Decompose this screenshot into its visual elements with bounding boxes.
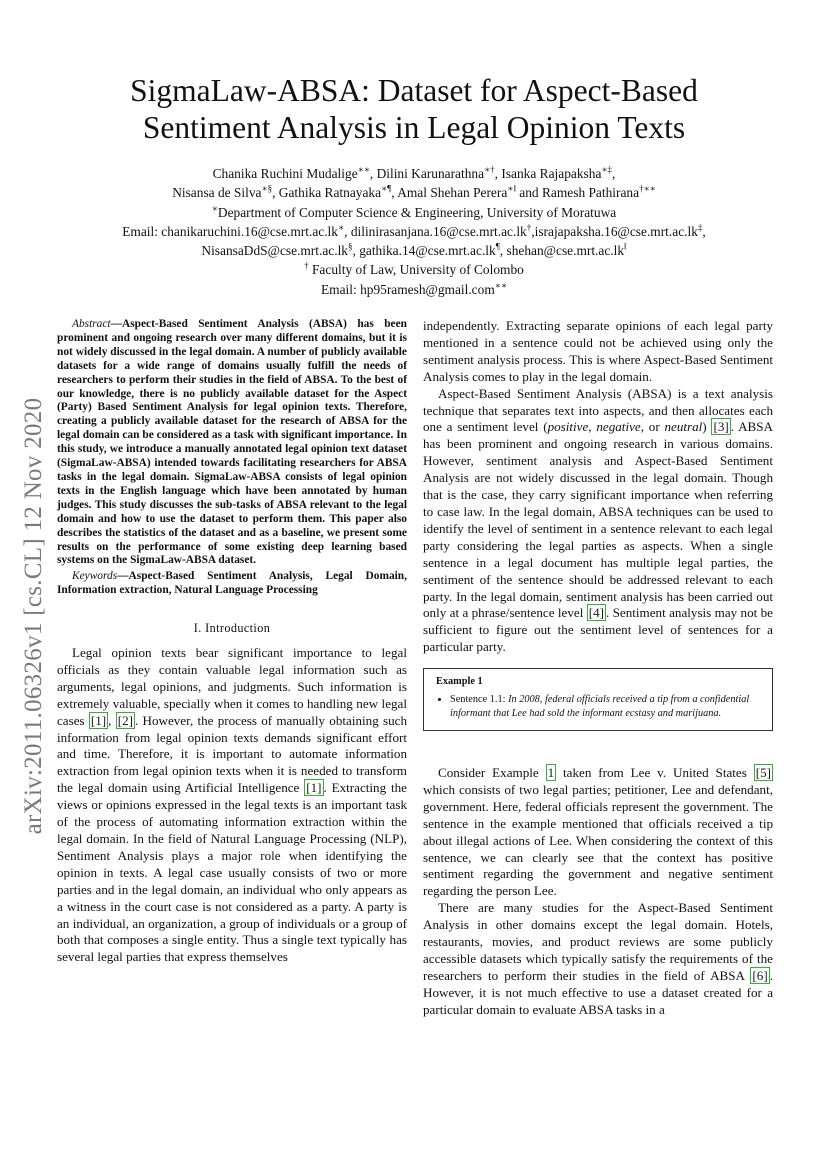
section-heading-introduction: I. Introduction (193, 621, 271, 636)
right-column (423, 318, 773, 1019)
email-row-2: NisansaDdS@cse.mrt.ac.lk§, gathika.14@cse.mrt.ac.lk¶, shehan@cse.mrt.ac.lk‖ (201, 241, 627, 259)
example-ref-link[interactable]: 1 (547, 765, 555, 781)
body-text: ) (702, 419, 707, 435)
body-text: neutral (664, 419, 703, 435)
body-paragraph (423, 386, 773, 657)
email-link[interactable]: gathika.14@cse.mrt.ac.lk (359, 243, 496, 259)
body-text: Aspect-Based Sentiment Analysis (ABSA) is a text analysis technique that separates text into aspects, and then allocates each one a sentiment level ( (423, 385, 773, 435)
citation-link[interactable]: [3] (713, 419, 729, 435)
abstract-text: —Aspect-Based Sentiment Analysis (ABSA) has been prominent and ongoing research over many different domains, but it is not widely discussed in the legal domain. A number of publicly available datasets for a wide range of domains usually fulfill the needs of researchers to perform their studies in the field of ABSA. To the best of our knowledge, there is no publicly available dataset for the Aspect (Party) Based Sentiment Analysis for legal opinion texts. Therefore, creating a publicly available dataset for the research of ABSA for the legal domain can be considered as a task with significant importance. In this study, we introduce a manually annotated legal opinion text dataset (SigmaLaw-ABSA) intended towards facilitating researchers for ABSA tasks in the legal domain. SigmaLaw-ABSA consists of legal opinion texts in the English language which have been annotated by human judges. This study discusses the sub-tasks of ABSA relevant to the legal domain and how to use the dataset to perform them. This paper also describes the statistics of the dataset and as a baseline, we present some results on the performance of some existing deep learning based systems on the SigmaLaw-ABSA dataset. (57, 318, 407, 567)
author-block (40, 164, 788, 299)
citation-link[interactable]: [1] (306, 780, 322, 796)
body-text: Legal opinion texts bear significant importance to legal officials as they contain valuable legal information such as arguments, legal opinions, and judgments. Such information is extremely valuable, specially when it comes to handling new legal cases (57, 645, 407, 728)
citation-link[interactable]: [6] (752, 967, 768, 983)
author-name: Amal Shehan Perera (397, 185, 508, 201)
body-paragraph: independently. Extracting separate opinions of each legal party mentioned in a sentence could not be achieved using only the sentiment analysis process. This is where Aspect-Based Sentiment Analysis comes to play in the legal domain. (423, 318, 773, 384)
email-link[interactable]: israjapaksha.16@cse.mrt.ac.lk (534, 223, 698, 239)
email-mark: ‖ (624, 241, 627, 252)
body-text: , (588, 419, 597, 435)
abstract-label: Abstract (72, 318, 111, 330)
author-mark: ∗¶ (381, 183, 392, 194)
affil-text: Department of Computer Science & Engineering, University of Moratuwa (217, 204, 617, 220)
author-and: and (519, 185, 539, 201)
citation-link[interactable]: [4] (588, 605, 604, 621)
author-row-2: Nisansa de Silva∗§, Gathika Ratnayaka∗¶, Amal Shehan Perera∗‖ and Ramesh Pathirana†∗∗ (172, 183, 656, 201)
affil-text: Faculty of Law, University of Colombo (311, 262, 524, 278)
body-text: , or (640, 419, 665, 435)
body-text: . Extracting the views or opinions expressed in the legal texts is an important task of the process of automating information extraction within the legal domain. In the field of Natural Language Processing (NLP), Sentiment Analysis plays a major role when identifying the opinion in texts. A legal case usually consists of two or more parties and in the legal domain, an individual who only appears as a witness in the court case is not considered as a party. A party is an individual, an organization, a group of individuals or a group of both that composes a single entity. Thus a single text typically has several legal parties that express themselves (57, 780, 407, 965)
affiliation-dept (40, 203, 788, 222)
body-text: , (108, 712, 112, 728)
example-item (450, 693, 760, 720)
email-mark: § (347, 241, 353, 252)
body-text: There are many studies for the Aspect-Based Sentiment Analysis in other domains except the legal domain. Hotels, restaurants, movies, and product reviews are some publicly accessible datasets which typically satisfy the requirements of the researchers to perform their studies in the field of ABSA (423, 900, 773, 983)
email-row-3 (40, 280, 788, 299)
author-name: Ramesh Pathirana (542, 185, 640, 201)
citation-link[interactable]: [5] (755, 765, 771, 781)
email-mark: ∗ (337, 222, 345, 233)
example-label: Sentence 1.1: (450, 694, 506, 706)
citation-link[interactable]: [2] (117, 712, 133, 728)
email-mark: ¶ (495, 241, 500, 252)
body-text: Consider Example (438, 765, 539, 781)
example-list (436, 693, 760, 720)
example-title: Example 1 (436, 676, 483, 688)
body-text: negative (596, 419, 641, 435)
email-row-1: Email: chanikaruchini.16@cse.mrt.ac.lk∗, dilinirasanjana.16@cse.mrt.ac.lk†,israjapaksha.16@cse.mrt.ac.lk‡, (122, 222, 706, 239)
author-mark: †∗∗ (639, 183, 656, 194)
body-text: taken from Lee v. United States (563, 765, 747, 781)
affil-mark: † (304, 261, 309, 272)
keywords-text: —Aspect-Based Sentiment Analysis, Legal Domain, Information extraction, Natural Language Processing (57, 570, 407, 597)
email-link[interactable]: chanikaruchini.16@cse.mrt.ac.lk (161, 223, 338, 239)
author-row-1: Chanika Ruchini Mudalige∗∗, Dilini Karunarathna∗†, Isanka Rajapaksha∗‡, (212, 164, 616, 181)
email-link[interactable]: NisansaDdS@cse.mrt.ac.lk (201, 243, 348, 259)
body-text: . ABSA has been prominent and ongoing research in various domains. However, sentiment analysis and Aspect-Based Sentiment Analysis are not widely discussed in the legal domain. Though that is the case, they carry significant importance when referring to case law. In the legal domain, ABSA techniques can be used to identify the level of sentiment in a sentence relevant to each legal party considering the legal parties as aspects. When a single sentence in a legal document has multiple legal parties, the sentiment of the sentence should be addressed relevant to each party. In the legal domain, sentiment analysis has been carried out only at a phrase/sentence level (423, 419, 773, 621)
abstract (57, 318, 407, 568)
body-text: . However, it is not much effective to use a dataset created for a particular domain to evaluate ABSA tasks in a (423, 967, 773, 1017)
author-name: Dilini Karunarathna (376, 166, 485, 181)
citation-link[interactable]: [1] (90, 712, 107, 728)
example-text: In 2008, federal officials received a tip from a confidential informant that Lee had sold the informant ecstasy and marijuana. (450, 694, 750, 719)
body-text: . However, the process of manually obtaining such information from legal opinion texts demands significant effort and time. Therefore, it is important to automate information extraction from legal opinion texts when it is needed to transform the legal domain using Artificial Intelligence (57, 712, 407, 796)
email-link[interactable]: shehan@cse.mrt.ac.lk (506, 243, 625, 259)
title-line-1: SigmaLaw-ABSA: Dataset for Aspect-Based (130, 73, 698, 108)
author-mark: ∗‡ (601, 164, 613, 175)
email-link[interactable]: dilinirasanjana.16@cse.mrt.ac.lk (350, 223, 527, 239)
author-name: Isanka Rajapaksha (501, 166, 602, 181)
arxiv-side-label: arXiv:2011.06326v1 [cs.CL] 12 Nov 2020 (20, 397, 47, 835)
keywords (57, 570, 407, 598)
body-paragraph (423, 765, 773, 900)
affiliation-faculty (40, 260, 788, 279)
left-column (57, 318, 407, 966)
body-text: which consists of two legal parties; petitioner, Lee and defendant, government. Here, federal officials represent the government. The sentence in the example mentioned that officials received a tip about illegal actions of Lee. When considering the context of this sentence, we can clearly see that the context has positive sentiment regarding the government and negative sentiment regarding the person Lee. (423, 781, 773, 899)
affil-mark: ∗ (211, 203, 218, 214)
author-name: Chanika Ruchini Mudalige (212, 166, 358, 181)
intro-paragraph (57, 645, 407, 966)
keywords-label: Keywords (72, 570, 118, 583)
email-label: Email: (321, 281, 357, 297)
author-mark: ∗§ (261, 183, 273, 194)
author-mark: ∗∗ (357, 164, 370, 175)
email-label: Email: (122, 223, 158, 239)
body-text: . Sentiment analysis may not be sufficient to figure out the sentiment level of sentences for a particular party. (423, 605, 773, 655)
author-name: Gathika Ratnayaka (278, 185, 382, 201)
author-mark: ∗† (484, 164, 495, 175)
example-box (423, 668, 773, 731)
email-mark: ∗∗ (494, 280, 507, 291)
email-mark: † (526, 222, 532, 233)
author-mark: ∗‖ (507, 183, 516, 194)
email-link[interactable]: hp95ramesh@gmail.com (360, 281, 495, 297)
body-text: positive (547, 419, 589, 435)
email-mark: ‡ (697, 222, 703, 233)
body-paragraph (423, 900, 773, 1018)
title-line-2: Sentiment Analysis in Legal Opinion Texts (142, 110, 686, 145)
author-name: Nisansa de Silva (172, 185, 262, 201)
paper-title (60, 72, 768, 146)
